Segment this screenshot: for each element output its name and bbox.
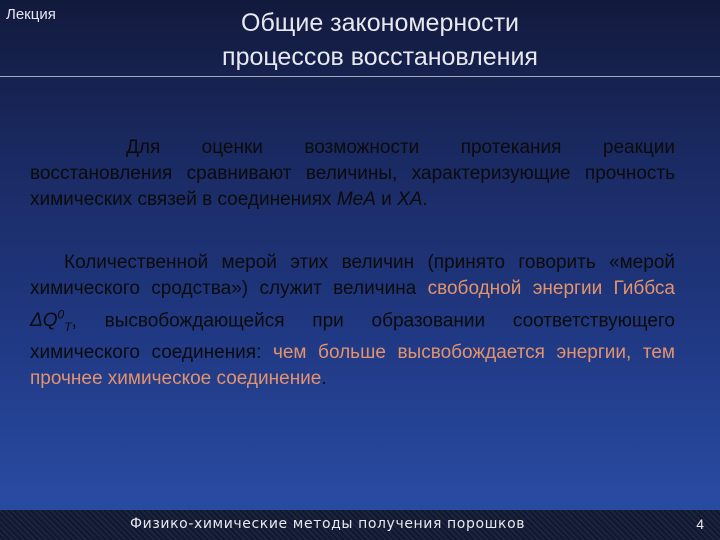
title-divider bbox=[0, 76, 720, 77]
lecture-label: Лекция bbox=[6, 6, 56, 23]
paragraph-1 bbox=[30, 135, 675, 213]
paragraph-2 bbox=[30, 250, 675, 392]
formula-delta-q bbox=[30, 308, 72, 335]
paragraph-2-end: . bbox=[321, 368, 327, 390]
paragraph-2-text-b: , высвобождающейся при образовании соответствующего химического соединения: bbox=[30, 310, 675, 364]
highlight-conclusion: чем больше высвобождается энергии, тем прочнее химическое соединение bbox=[30, 342, 675, 390]
formula-delta-q-symbol: ΔQ bbox=[30, 310, 58, 332]
title-line-2: процессов восстановления bbox=[222, 43, 538, 71]
title-line-1: Общие закономерности bbox=[241, 9, 519, 37]
paragraph-1-text: Для оценки возможности протекания реакции восстановления сравнивают величины, характеризующие прочность химических связей в соединениях bbox=[30, 137, 675, 210]
highlight-gibbs-energy: свободной энергии Гиббса bbox=[427, 278, 675, 299]
formula-superscript: 0 bbox=[57, 308, 65, 322]
footer-course-title: Физико-химические методы получения порошков bbox=[130, 516, 526, 532]
paragraph-2-text-a: Количественной мерой этих величин (принято говорить «мерой химического сродства») служит величина bbox=[30, 252, 675, 299]
paragraph-1-end: . bbox=[422, 189, 428, 210]
formula-xa: ХА bbox=[397, 189, 423, 210]
formula-mea: МеА bbox=[336, 189, 376, 210]
paragraph-1-and: и bbox=[375, 189, 398, 210]
formula-subscript: T bbox=[64, 320, 72, 335]
page-number: 4 bbox=[696, 516, 704, 532]
slide-title bbox=[120, 6, 640, 74]
